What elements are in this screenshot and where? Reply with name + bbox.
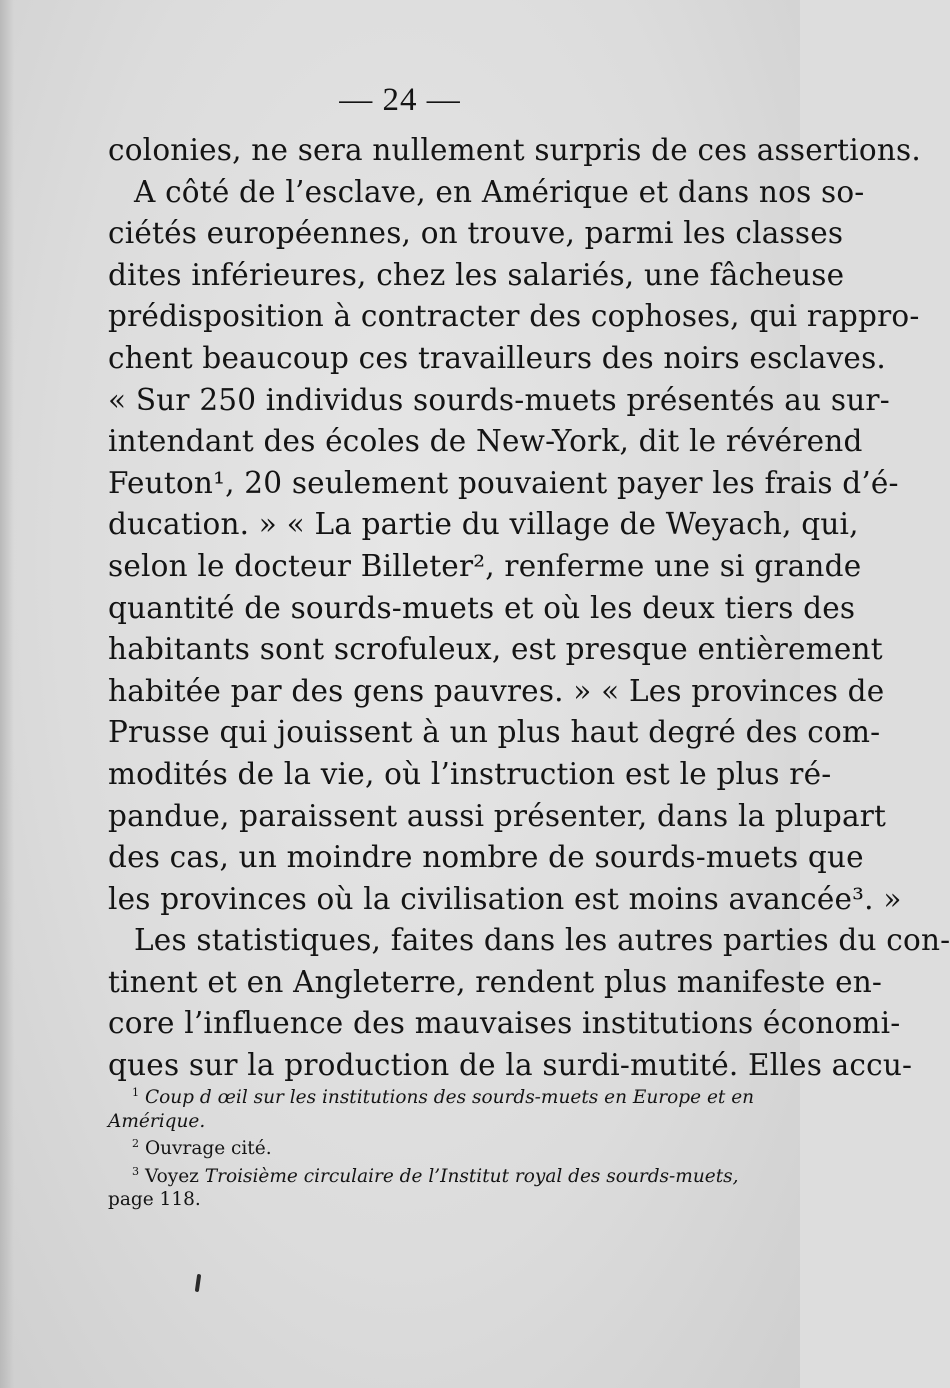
footnote-marker: 1 <box>132 1085 140 1099</box>
footnote-3-continued <box>108 1188 728 1212</box>
text-line: chent beaucoup ces travailleurs des noirs esclaves. <box>108 340 887 375</box>
footnote-text: page 118. <box>108 1189 201 1210</box>
text-line: ducation. » « La partie du village de Weyach, qui, <box>108 507 859 542</box>
text-line: habitée par des gens pauvres. » « Les provinces de <box>108 673 885 708</box>
text-line: intendant des écoles de New-York, dit le révérend <box>108 424 863 459</box>
footnote-1-continued <box>108 1110 728 1134</box>
text-line: pandue, paraissent aussi présenter, dans la plupart <box>108 798 887 833</box>
text-line: A côté de l’esclave, en Amérique et dans nos so- <box>134 174 865 209</box>
text-line: habitants sont scrofuleux, est presque entièrement <box>108 632 883 667</box>
text-line: Feuton¹, 20 seulement pouvaient payer les frais d’é- <box>108 465 899 500</box>
footnotes <box>108 1085 755 1212</box>
text-line: « Sur 250 individus sourds-muets présentés au sur- <box>108 382 890 417</box>
footnote-3 <box>108 1164 739 1189</box>
text-line: des cas, un moindre nombre de sourds-muets que <box>108 840 864 875</box>
ink-speck <box>195 1274 201 1292</box>
text-line: Prusse qui jouissent à un plus haut degré des com- <box>108 715 881 750</box>
footnote-text: Ouvrage cité. <box>144 1138 272 1159</box>
text-line: ques sur la production de la surdi-mutité. Elles accu- <box>108 1048 913 1083</box>
text-line: dites inférieures, chez les salariés, une fâcheuse <box>108 257 845 292</box>
footnote-text: Coup d œil sur les institutions des sourds-muets en Europe et en <box>144 1087 755 1108</box>
footnote-marker: 2 <box>132 1136 140 1150</box>
body-text <box>108 130 950 1087</box>
footnote-text: Amérique. <box>108 1110 206 1132</box>
text-line: tinent et en Angleterre, rendent plus manifeste en- <box>108 964 883 999</box>
text-line: selon le docteur Billeter², renferme une si grande <box>108 548 862 583</box>
text-line: colonies, ne sera nullement surpris de ces assertions. <box>108 133 921 167</box>
footnote-1 <box>108 1085 755 1110</box>
text-line: les provinces où la civilisation est moins avancée³. » <box>108 881 902 916</box>
footnote-marker: 3 <box>132 1164 140 1178</box>
page-gutter-shadow <box>0 0 14 1388</box>
text-line: modités de la vie, où l’instruction est le plus ré- <box>108 756 832 791</box>
text-line: core l’influence des mauvaises institutions économi- <box>108 1006 901 1041</box>
footnote-title: Troisième circulaire de l’Institut royal des sourds-muets, <box>204 1165 739 1187</box>
text-line: prédisposition à contracter des cophoses, qui rappro- <box>108 299 920 334</box>
text-line: quantité de sourds-muets et où les deux tiers des <box>108 590 856 625</box>
footnote-2 <box>108 1137 728 1161</box>
text-line: Les statistiques, faites dans les autres parties du con- <box>134 923 950 958</box>
page-number: — 24 — <box>339 82 461 118</box>
text-line: ciétés européennes, on trouve, parmi les classes <box>108 216 844 251</box>
footnote-text: Voyez <box>144 1165 205 1187</box>
